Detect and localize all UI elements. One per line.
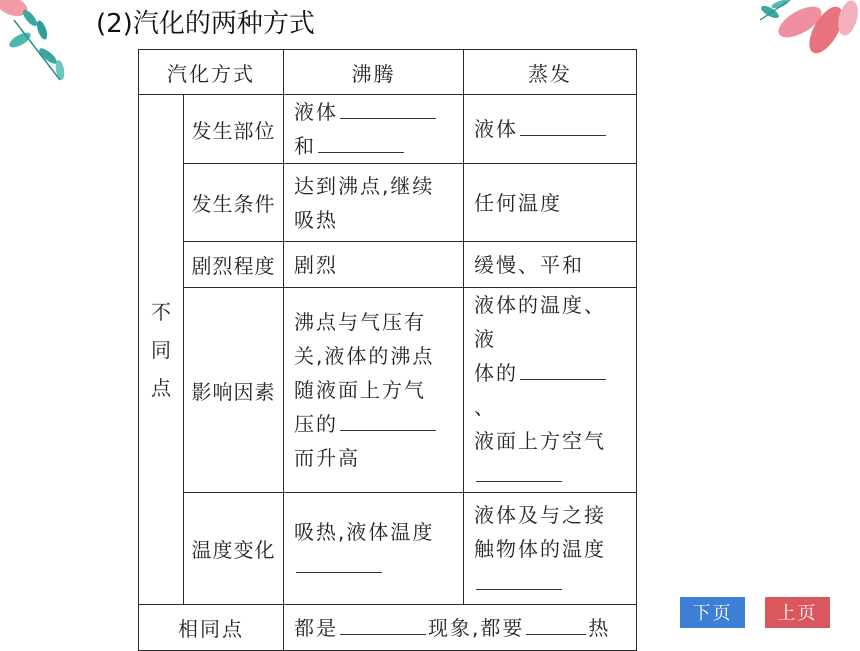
answer-blank <box>520 115 606 136</box>
evaporation-cell: 任何温度 <box>464 164 637 242</box>
differences-label: 不 同 点 <box>139 95 184 605</box>
common-row <box>139 605 637 651</box>
table-row <box>139 95 637 164</box>
header-method: 汽化方式 <box>139 50 284 95</box>
common-cell: 都是 现象,都要 热 <box>284 605 637 651</box>
row-label: 剧烈程度 <box>184 242 284 288</box>
answer-blank <box>340 410 436 431</box>
table-row <box>139 164 637 242</box>
answer-blank <box>476 461 562 482</box>
floral-decoration-left-icon <box>0 0 90 90</box>
table-header-row <box>139 50 637 95</box>
next-page-button[interactable]: 下页 <box>680 597 745 628</box>
table-row <box>139 493 637 605</box>
header-boiling: 沸腾 <box>284 50 464 95</box>
answer-blank <box>318 132 404 153</box>
common-label: 相同点 <box>139 605 284 651</box>
boiling-cell: 剧烈 <box>284 242 464 288</box>
table-row <box>139 288 637 493</box>
evaporation-cell: 液体及与之接 触物体的温度 <box>464 493 637 605</box>
boiling-cell: 达到沸点,继续 吸热 <box>284 164 464 242</box>
boiling-cell: 液体 和 <box>284 95 464 164</box>
comparison-table <box>138 49 637 651</box>
answer-blank <box>296 552 382 573</box>
header-evaporation: 蒸发 <box>464 50 637 95</box>
row-label: 影响因素 <box>184 288 284 493</box>
answer-blank <box>340 98 436 119</box>
table-row <box>139 242 637 288</box>
answer-blank <box>526 614 586 635</box>
answer-blank <box>340 614 426 635</box>
answer-blank <box>520 359 606 380</box>
row-label: 发生条件 <box>184 164 284 242</box>
boiling-cell: 吸热,液体温度 <box>284 493 464 605</box>
row-label: 温度变化 <box>184 493 284 605</box>
answer-blank <box>476 569 562 590</box>
boiling-cell: 沸点与气压有 关,液体的沸点 随液面上方气 压的 而升高 <box>284 288 464 493</box>
floral-decoration-right-icon <box>730 0 860 70</box>
evaporation-cell: 液体 <box>464 95 637 164</box>
evaporation-cell: 缓慢、平和 <box>464 242 637 288</box>
evaporation-cell: 液体的温度、液 体的、 液面上方空气 <box>464 288 637 493</box>
previous-page-button[interactable]: 上页 <box>765 597 830 628</box>
row-label: 发生部位 <box>184 95 284 164</box>
page-title: (2)汽化的两种方式 <box>96 9 315 39</box>
